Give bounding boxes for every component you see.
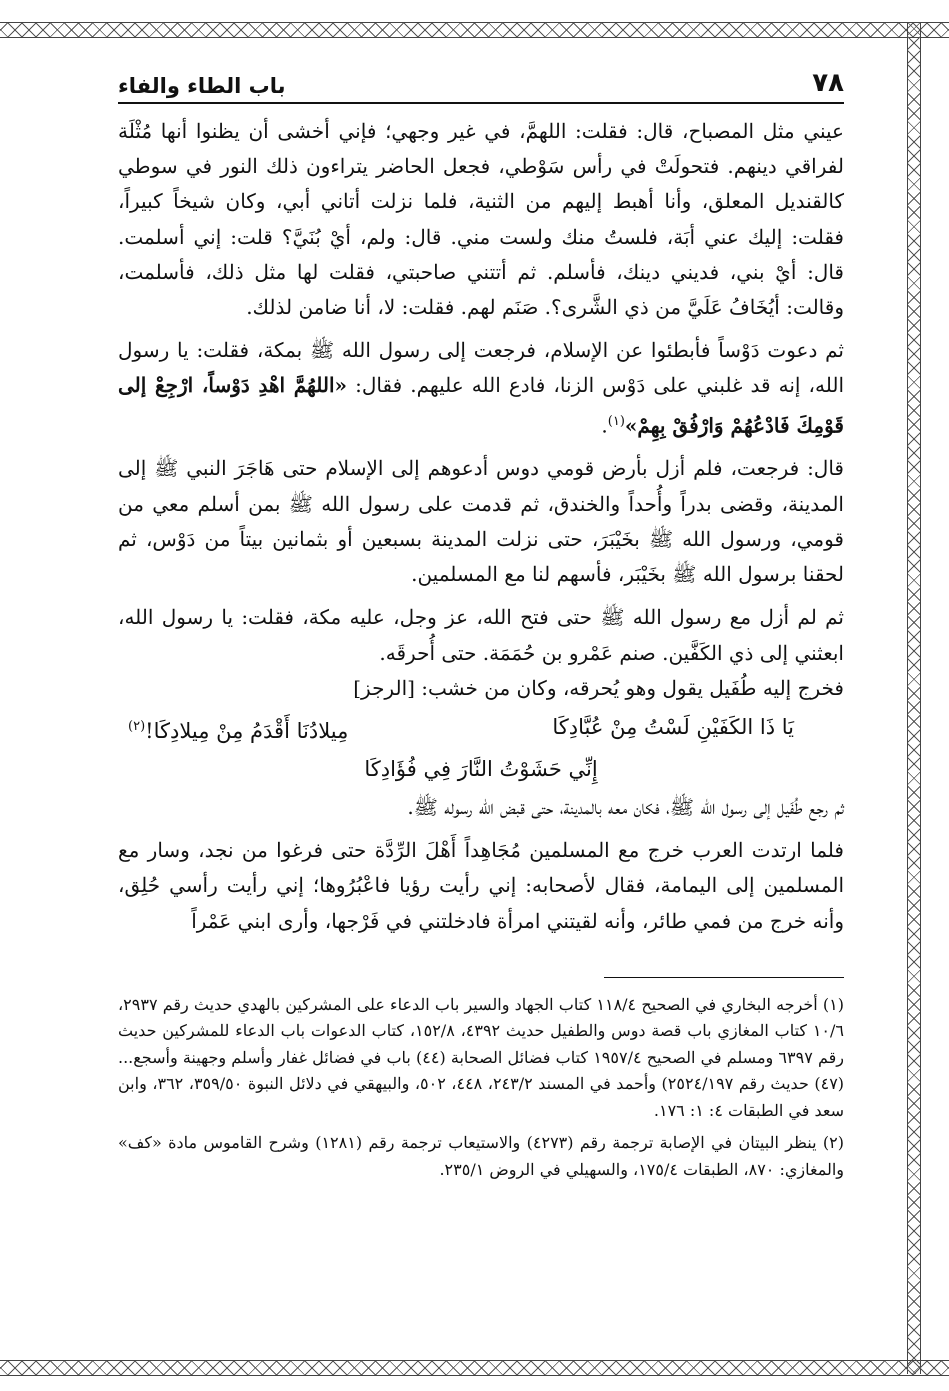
paragraph-4: ثم لم أزل مع رسول الله ﷺ حتى فتح الله، عز وجل، عليه مكة، فقلت: يا رسول الله، ابعثني إلى ذي الكَفَّين. صنم عَمْرو بن حُمَمَة. حتى أُحرقَه. — [118, 605, 844, 665]
poem-line-1 — [118, 708, 844, 750]
poem-line-2: إِنِّي حَشَوْتُ النَّارَ فِي فُؤَادِكَا — [364, 756, 598, 781]
main-text — [118, 114, 844, 939]
paragraph-1: عيني مثل المصباح، قال: فقلت: اللهمَّ، في غير وجهي؛ فإني أخشى أن يظنوا أنها مُثْلَة لفراقي دينهم. فتحولَتْ في رأس سَوْطي، فجعل الحاضر يتراءون ذلك النور في سوطي كالقنديل المعلق، وأنا أهبط إليهم من الثنية، فلما نزلت أتاني أبي، وكان شيخاً كبيراً، فقلت: إليك عني أبَة، فلستُ منك ولست مني. قال: ولم، أيْ بُنَيَّ؟ قلت: إني أسلمت. قال: أيْ بني، فديني دينك، فأسلم. ثم أتتني صاحبتي، فقلت لها مثل ذلك، فأسلمت، وقالت: أيُخَافُ عَلَيَّ من ذي الشَّرى؟. صَنَم لهم. فقلت: لا، أنا ضامن لذلك. — [118, 119, 844, 320]
poem — [118, 708, 844, 788]
paragraph-2: ثم دعوت دَوْساً فأبطئوا عن الإسلام، فرجعت إلى رسول الله ﷺ بمكة، فقلت: يا رسول الله، إنه قد غلبني على دَوْس الزنا، فادع الله عليهم. فقال: «اللهُمَّ اهْدِ دَوْساً، ارْجِعْ إلى قَوْمِكَ فَادْعُهُمْ وَارْفُقْ بِهِمْ»$^{(١)}$. — [118, 338, 845, 438]
decorative-border-bottom — [0, 1360, 949, 1376]
footnote-ref-1: (١) — [607, 413, 625, 429]
footnote-ref-2: (٢) — [128, 718, 146, 734]
chapter-title: باب الطاء والفاء — [118, 74, 286, 98]
footnote-2: (٢) ينظر البيتان في الإصابة ترجمة رقم (٤٢٧٣) والاستيعاب ترجمة رقم (١٢٨١) وشرح القاموس مادة «كف» والمغازي: ٨٧٠، الطبقات ١٧٥/٤، والسهيلي في الروض ٢٣٥/١. — [118, 1133, 844, 1179]
page-number: ٧٨ — [812, 68, 844, 98]
page-header — [118, 60, 844, 104]
book-page — [118, 60, 844, 1189]
paragraph-7: فلما ارتدت العرب خرج مع المسلمين مُجَاهِداً أَهْلَ الرِّدَّة حتى فرغوا من نجد، وسار مع المسلمين إلى اليمامة، فقال لأصحابه: إني رأيت رؤيا فاعْبُرُوها؛ إني رأيت رأسي حُلِق، وأنه خرج من فمي طائر، وأنه لقيتني امرأة فادخلتني في فَرْجها، وأرى ابني عَمْراً — [118, 838, 844, 933]
paragraph-3: قال: فرجعت، فلم أزل بأرض قومي دوس أدعوهم إلى الإسلام حتى هَاجَرَ النبي ﷺ إلى المدينة، وقضى بدراً وأُحداً والخندق، ثم قدمت على رسول الله ﷺ بمن أسلم معي من قومي، ورسول الله ﷺ بخَيْبَرَ، حتى نزلت المدينة بسبعين أو بثمانين بيتاً من دَوْس، ثم لحقنا برسول الله ﷺ بخَيْبَر، فأسهم لنا مع المسلمين. — [118, 456, 844, 587]
paragraph-2-text: ثم دعوت دَوْساً فأبطئوا عن الإسلام، فرجعت إلى رسول الله ﷺ بمكة، فقلت: يا رسول الله، إنه قد غلبني على دَوْس الزنا، فادع الله عليهم. فقال: — [118, 338, 845, 398]
footnote-1: (١) أخرجه البخاري في الصحيح ١١٨/٤ كتاب الجهاد والسير باب الدعاء على المشركين بالهدي حديث رقم ٢٩٣٧، ١٠/٦ كتاب المغازي باب قصة دوس والطفيل حديث ٤٣٩٢، ١٥٢/٨، كتاب الدعوات باب الدعاء للمشركين حديث رقم ٦٣٩٧ ومسلم في الصحيح ١٩٥٧/٤ كتاب فضائل الصحابة (٤٤) باب في فضائل غفار وأسلم وجهينة وأسجع... (٤٧) حديث رقم ٢٥٢٤/١٩٧) وأحمد في المسند ٢٤٣/٢، ٤٤٨، ٥٠٢، والبيهقي في دلائل النبوة ٣٥٩/٥٠، ٣٦٢، وابن سعد في الطبقات ٤: ١: ١٧٦. — [118, 994, 845, 1120]
poem-hemistich-2: مِيلادُنَا أَقْدَمُ مِنْ مِيلادِكَا! — [145, 718, 349, 743]
poem-hemistich-2-wrap — [128, 708, 348, 750]
paragraph-6: ثم رجع طُفَيل إلى رسول الله ﷺ، فكان معه بالمدينة، حتى قبض الله رسوله ﷺ. — [407, 794, 844, 819]
footnote-divider — [604, 977, 844, 978]
footnotes — [118, 992, 844, 1184]
paragraph-5: فخرج إليه طُفَيل يقول وهو يُحرقه، وكان من خشب: [الرجز] — [353, 675, 844, 700]
poem-hemistich-1: يَا ذَا الكَفَيْنِ لَسْتُ مِنْ عُبَّادِكَا — [552, 714, 794, 739]
decorative-border-top — [0, 22, 949, 38]
decorative-border-right — [907, 22, 921, 1374]
hadith-quote: «اللهُمَّ اهْدِ دَوْساً، ارْجِعْ إلى قَوْمِكَ فَادْعُهُمْ وَارْفُقْ بِهِمْ» — [118, 373, 844, 438]
